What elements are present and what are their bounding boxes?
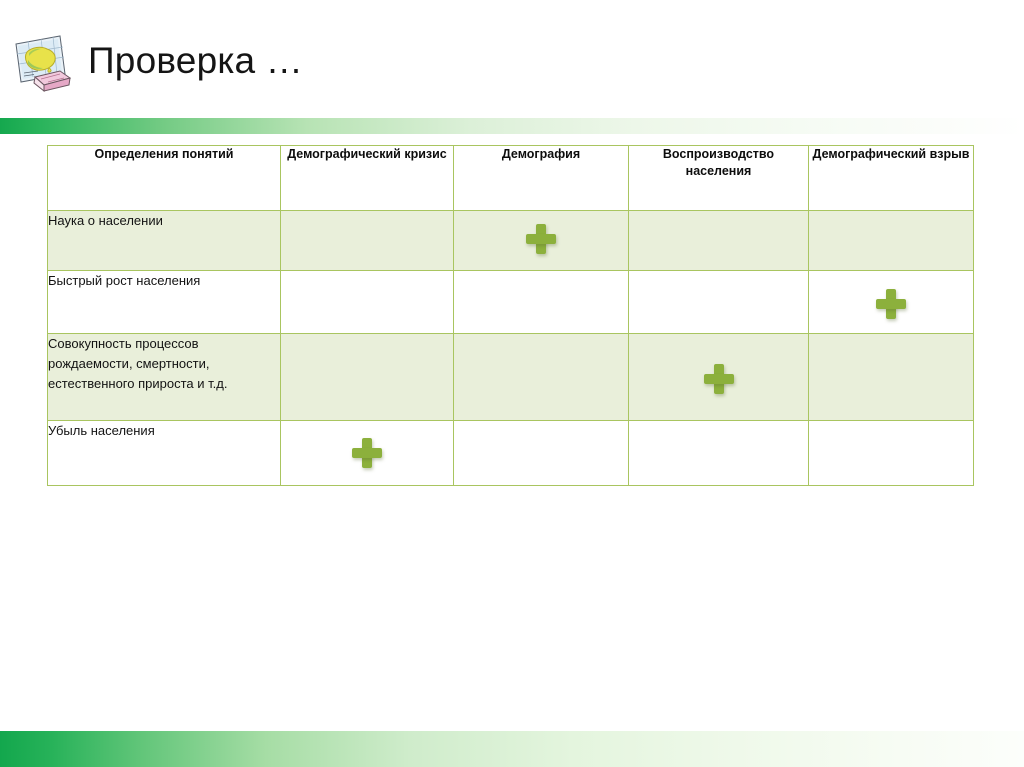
row-label: Совокупность процессов рождаемости, смертности, естественного прироста и т.д. — [48, 334, 281, 421]
cell-crisis[interactable] — [281, 271, 454, 334]
cell-reproduction[interactable] — [629, 211, 809, 271]
cell-reproduction[interactable] — [629, 421, 809, 486]
plus-icon — [352, 438, 382, 468]
mark-slot[interactable] — [809, 271, 973, 319]
matching-table-container — [47, 145, 973, 486]
cell-explosion[interactable] — [809, 211, 974, 271]
mark-slot[interactable] — [809, 334, 973, 364]
column-header-definitions: Определения понятий — [48, 146, 281, 211]
cell-explosion[interactable] — [809, 271, 974, 334]
cell-demography[interactable] — [454, 334, 629, 421]
mark-slot[interactable] — [629, 271, 808, 289]
cell-crisis[interactable] — [281, 334, 454, 421]
mark-slot[interactable] — [629, 421, 808, 438]
table-row — [48, 421, 974, 486]
cell-demography[interactable] — [454, 421, 629, 486]
slide-header — [0, 0, 1024, 118]
cell-explosion[interactable] — [809, 334, 974, 421]
mark-slot[interactable] — [809, 421, 973, 438]
table-row — [48, 211, 974, 271]
mark-slot[interactable] — [281, 211, 453, 224]
table-header-row — [48, 146, 974, 211]
mark-slot[interactable] — [454, 421, 628, 438]
table-header — [48, 146, 974, 211]
top-accent-band — [0, 118, 1024, 134]
column-header-demographic-crisis: Демографический кризис — [281, 146, 454, 211]
row-label: Убыль населения — [48, 421, 281, 486]
page-title: Проверка … — [88, 40, 304, 81]
cell-crisis[interactable] — [281, 211, 454, 271]
cell-demography[interactable] — [454, 271, 629, 334]
plus-icon — [526, 224, 556, 254]
cell-reproduction[interactable] — [629, 334, 809, 421]
plus-icon — [876, 289, 906, 319]
column-header-demography: Демография — [454, 146, 629, 211]
table-row — [48, 334, 974, 421]
cell-crisis[interactable] — [281, 421, 454, 486]
row-label: Наука о населении — [48, 211, 281, 271]
plus-icon — [704, 364, 734, 394]
mark-slot[interactable] — [281, 421, 453, 468]
row-label: Быстрый рост населения — [48, 271, 281, 334]
matching-table — [47, 145, 974, 486]
cell-reproduction[interactable] — [629, 271, 809, 334]
mark-slot[interactable] — [454, 271, 628, 289]
table-body — [48, 211, 974, 486]
mark-slot[interactable] — [454, 334, 628, 364]
mark-slot[interactable] — [281, 271, 453, 289]
column-header-demographic-explosion: Демографический взрыв — [809, 146, 974, 211]
bottom-accent-band — [0, 731, 1024, 767]
australia-map-atlas-icon — [8, 30, 78, 96]
column-header-population-reproduction: Воспроизводство населения — [629, 146, 809, 211]
cell-demography[interactable] — [454, 211, 629, 271]
mark-slot[interactable] — [629, 334, 808, 394]
mark-slot[interactable] — [809, 211, 973, 224]
mark-slot[interactable] — [454, 211, 628, 254]
mark-slot[interactable] — [629, 211, 808, 224]
mark-slot[interactable] — [281, 334, 453, 364]
cell-explosion[interactable] — [809, 421, 974, 486]
table-row — [48, 271, 974, 334]
